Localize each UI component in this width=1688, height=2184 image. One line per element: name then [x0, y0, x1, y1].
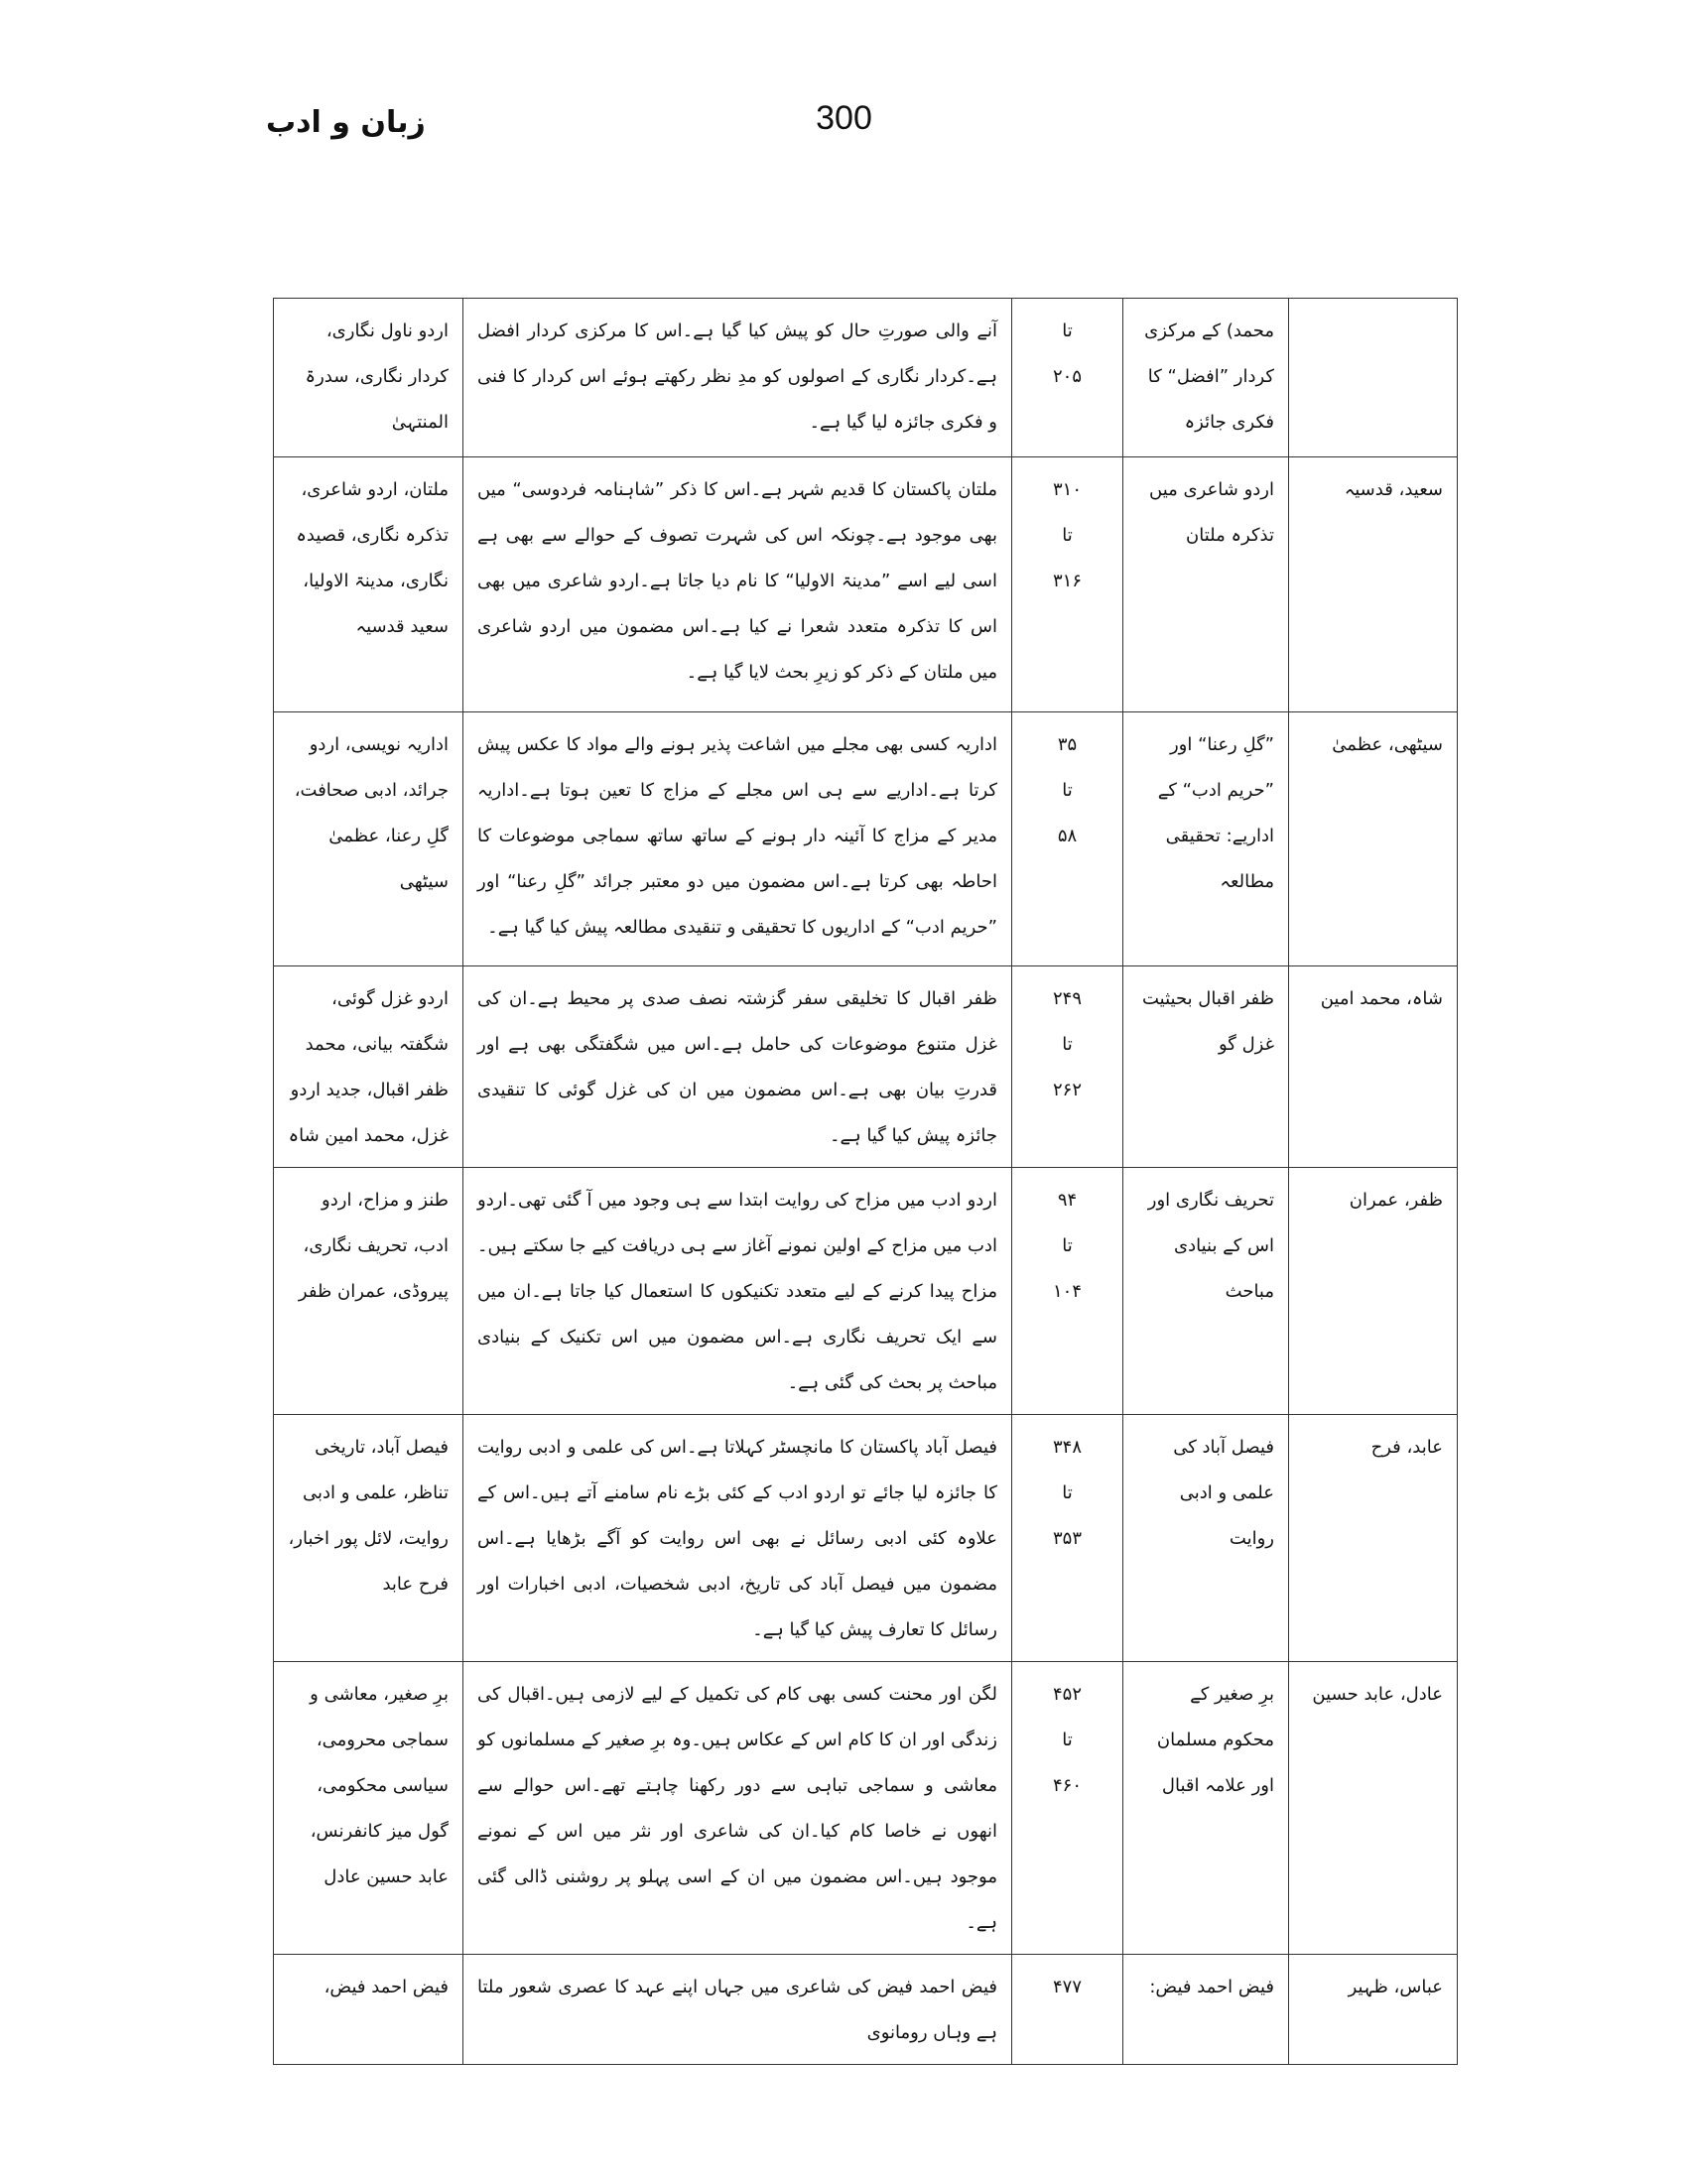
- author-cell: سیٹھی، عظمیٰ: [1289, 712, 1458, 966]
- title-cell: اردو شاعری میں تذکرہ ملتان: [1123, 457, 1289, 712]
- page-range-text: تا: [1062, 1730, 1073, 1750]
- keywords-cell: فیصل آباد، تاریخی تناظر، علمی و ادبی روایت، لائل پور اخبار، فرح عابد: [274, 1415, 463, 1662]
- table-row: [274, 1662, 1458, 1955]
- keywords-cell: اداریہ نویسی، اردو جرائد، ادبی صحافت، گلِ رعنا، عظمیٰ سیٹھی: [274, 712, 463, 966]
- table-row: [274, 1415, 1458, 1662]
- page-range-text: ۳۱۰: [1052, 479, 1082, 500]
- keywords-cell: طنز و مزاح، اردو ادب، تحریف نگاری، پیروڈی، عمران ظفر: [274, 1168, 463, 1415]
- page-range-text: ۳۴۸: [1052, 1437, 1082, 1458]
- author-cell: [1289, 299, 1458, 457]
- summary-cell: فیض احمد فیض کی شاعری میں جہاں اپنے عہد کا عصری شعور ملتا ہے وہاں رومانوی: [463, 1955, 1012, 2065]
- pages-cell: [1012, 1415, 1123, 1662]
- summary-cell: آنے والی صورتِ حال کو پیش کیا گیا ہے۔اس کا مرکزی کردار افضل ہے۔کردار نگاری کے اصولوں کو مدِ نظر رکھتے ہوئے اس کردار کا فنی و فکری جائزہ لیا گیا ہے۔: [463, 299, 1012, 457]
- title-cell: ”گلِ رعنا“ اور ”حریم ادب“ کے اداریے: تحقیقی مطالعہ: [1123, 712, 1289, 966]
- table-row: [274, 299, 1458, 457]
- page-range-text: ۹۴: [1057, 1190, 1078, 1211]
- keywords-cell: اردو غزل گوئی، شگفتہ بیانی، محمد ظفر اقبال، جدید اردو غزل، محمد امین شاہ: [274, 966, 463, 1168]
- pages-cell: [1012, 299, 1123, 457]
- page-range-text: ۲۰۵: [1052, 366, 1082, 387]
- summary-cell: ظفر اقبال کا تخلیقی سفر گزشتہ نصف صدی پر محیط ہے۔ان کی غزل متنوع موضوعات کی حامل ہے۔اس میں شگفتگی بھی ہے اور قدرتِ بیان بھی ہے۔اس مضمون میں ان کی غزل گوئی کا تنقیدی جائزہ پیش کیا گیا ہے۔: [463, 966, 1012, 1168]
- title-cell: فیض احمد فیض:: [1123, 1955, 1289, 2065]
- table-row: [274, 1955, 1458, 2065]
- pages-cell: [1012, 1168, 1123, 1415]
- title-cell: برِ صغیر کے محکوم مسلمان اور علامہ اقبال: [1123, 1662, 1289, 1955]
- summary-cell: ملتان پاکستان کا قدیم شہر ہے۔اس کا ذکر ”شاہنامہ فردوسی“ میں بھی موجود ہے۔چونکہ اس کی شہرت تصوف کے حوالے سے بھی ہے اسی لیے اسے ”مدینۃ الاولیا“ کا نام دیا جاتا ہے۔اردو شاعری میں بھی اس کا تذکرہ متعدد شعرا نے کیا ہے۔اس مضمون میں اردو شاعری میں ملتان کے ذکر کو زیرِ بحث لایا گیا ہے۔: [463, 457, 1012, 712]
- summary-cell: فیصل آباد پاکستان کا مانچسٹر کہلاتا ہے۔اس کی علمی و ادبی روایت کا جائزہ لیا جائے تو اردو ادب کے کئی بڑے نام سامنے آتے ہیں۔اس کے علاوہ کئی ادبی رسائل نے بھی اس روایت کو آگے بڑھایا ہے۔اس مضمون میں فیصل آباد کی تاریخ، ادبی شخصیات، ادبی اخبارات اور رسائل کا تعارف پیش کیا گیا ہے۔: [463, 1415, 1012, 1662]
- page-number: 300: [816, 99, 872, 137]
- author-cell: عابد، فرح: [1289, 1415, 1458, 1662]
- pages-cell: [1012, 966, 1123, 1168]
- page-range-text: تا: [1062, 321, 1073, 341]
- page-range-text: ۳۵۳: [1052, 1528, 1082, 1549]
- table-row: [274, 966, 1458, 1168]
- summary-cell: لگن اور محنت کسی بھی کام کی تکمیل کے لیے لازمی ہیں۔اقبال کی زندگی اور ان کا کام اس کے عکاس ہیں۔وہ برِ صغیر کے مسلمانوں کو معاشی و سماجی تباہی سے دور رکھنا چاہتے تھے۔اس حوالے سے انھوں نے خاصا کام کیا۔ان کی شاعری اور نثر میں اس کے نمونے موجود ہیں۔اس مضمون میں ان کے اسی پہلو پر روشنی ڈالی گئی ہے۔: [463, 1662, 1012, 1955]
- title-cell: تحریف نگاری اور اس کے بنیادی مباحث: [1123, 1168, 1289, 1415]
- summary-cell: اردو ادب میں مزاح کی روایت ابتدا سے ہی وجود میں آ گئی تھی۔اردو ادب میں مزاح کے اولین نمونے آغاز سے ہی دریافت کیے جا سکتے ہیں۔مزاح پیدا کرنے کے لیے متعدد تکنیکوں کا استعمال کیا جاتا ہے۔ان میں سے ایک تحریف نگاری ہے۔اس مضمون میں اس تکنیک کے بنیادی مباحث پر بحث کی گئی ہے۔: [463, 1168, 1012, 1415]
- page-range-text: ۳۵: [1057, 734, 1078, 755]
- page-range-text: ۵۸: [1057, 826, 1078, 846]
- keywords-cell: فیض احمد فیض،: [274, 1955, 463, 2065]
- author-cell: شاہ، محمد امین: [1289, 966, 1458, 1168]
- author-cell: عباس، ظہیر: [1289, 1955, 1458, 2065]
- author-cell: ظفر، عمران: [1289, 1168, 1458, 1415]
- title-cell: ظفر اقبال بحیثیت غزل گو: [1123, 966, 1289, 1168]
- page-range-text: ۴۷۷: [1052, 1977, 1082, 1997]
- pages-cell: [1012, 712, 1123, 966]
- keywords-cell: برِ صغیر، معاشی و سماجی محرومی، سیاسی محکومی، گول میز کانفرنس، عابد حسین عادل: [274, 1662, 463, 1955]
- table-row: [274, 1168, 1458, 1415]
- journal-title: زبان و ادب: [266, 105, 426, 140]
- summary-cell: اداریہ کسی بھی مجلے میں اشاعت پذیر ہونے والے مواد کا عکس پیش کرتا ہے۔اداریے سے ہی اس مجلے کے مزاج کا تعین ہوتا ہے۔اداریہ مدیر کے مزاج کا آئینہ دار ہونے کے ساتھ ساتھ سماجی موضوعات کا احاطہ بھی کرتا ہے۔اس مضمون میں دو معتبر جرائد ”گلِ رعنا“ اور ”حریم ادب“ کے اداریوں کا تحقیقی و تنقیدی مطالعہ پیش کیا گیا ہے۔: [463, 712, 1012, 966]
- page-range-text: ۳۱۶: [1052, 571, 1082, 591]
- pages-cell: [1012, 1955, 1123, 2065]
- page-range-text: ۱۰۴: [1052, 1281, 1082, 1302]
- keywords-cell: اردو ناول نگاری، کردار نگاری، سدرۃ المنتہیٰ: [274, 299, 463, 457]
- page-range-text: ۴۶۰: [1052, 1775, 1082, 1796]
- title-cell: فیصل آباد کی علمی و ادبی روایت: [1123, 1415, 1289, 1662]
- page-range-text: ۲۴۹: [1052, 988, 1082, 1009]
- index-table: [273, 298, 1458, 2065]
- author-cell: سعید، قدسیہ: [1289, 457, 1458, 712]
- page-range-text: تا: [1062, 1482, 1073, 1503]
- page-range-text: تا: [1062, 780, 1073, 801]
- title-cell: محمد) کے مرکزی کردار ”افضل“ کا فکری جائزہ: [1123, 299, 1289, 457]
- pages-cell: [1012, 457, 1123, 712]
- page-range-text: تا: [1062, 525, 1073, 546]
- keywords-cell: ملتان، اردو شاعری، تذکرہ نگاری، قصیدہ نگاری، مدینۃ الاولیا، سعید قدسیہ: [274, 457, 463, 712]
- page-range-text: ۴۵۲: [1052, 1684, 1082, 1705]
- page-range-text: تا: [1062, 1034, 1073, 1055]
- pages-cell: [1012, 1662, 1123, 1955]
- table-row: [274, 457, 1458, 712]
- table-row: [274, 712, 1458, 966]
- page-range-text: تا: [1062, 1235, 1073, 1256]
- page-range-text: ۲۶۲: [1052, 1080, 1082, 1100]
- author-cell: عادل، عابد حسین: [1289, 1662, 1458, 1955]
